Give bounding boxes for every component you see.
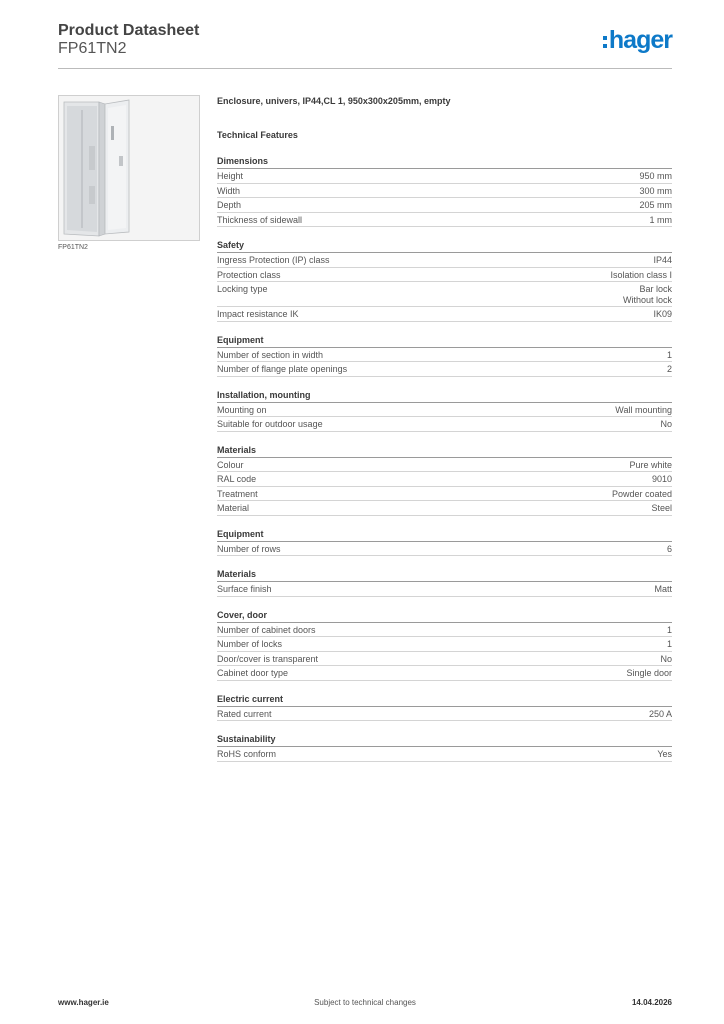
footer-website: www.hager.ie [58,998,109,1007]
feature-value [639,171,672,182]
feature-row [217,362,672,377]
feature-row [217,542,672,557]
page-footer [58,998,672,1012]
feature-value-line: Bar lock [639,284,672,294]
feature-value [654,584,672,595]
feature-label: Protection class [217,269,281,280]
feature-value-line: Isolation class I [610,269,672,280]
feature-row [217,198,672,213]
feature-value-line: 205 mm [639,200,672,210]
image-caption: FP61TN2 [58,244,88,251]
feature-label: RAL code [217,474,257,484]
section-title: Cover, door [217,609,672,623]
feature-value-line: 1 mm [649,214,672,225]
feature-row [217,487,672,502]
section-materials [217,444,672,516]
section-title: Safety [217,239,672,253]
feature-label: Thickness of sidewall [217,214,303,225]
feature-value [649,709,672,720]
feature-value-line: 1 [666,639,672,649]
datasheet-content [217,95,672,774]
feature-value-line: Powder coated [611,488,672,499]
product-code: FP61TN2 [58,40,127,57]
feature-label: Colour [217,459,244,470]
feature-sections [217,155,672,762]
feature-value [653,309,672,320]
product-description: Enclosure, univers, IP44,CL 1, 950x300x205mm, empty [217,96,451,106]
feature-label: Rated current [217,708,272,719]
feature-row [217,184,672,199]
feature-row [217,403,672,418]
feature-row [217,707,672,722]
feature-label: Height [217,171,244,181]
feature-value-line: Yes [657,749,672,759]
section-dimensions [217,155,672,227]
feature-label: Impact resistance IK [217,309,299,319]
feature-value [639,200,672,211]
feature-row [217,623,672,638]
section-equipment [217,334,672,377]
feature-row [217,253,672,268]
feature-value-line: 1 [666,349,672,360]
hager-logo [603,26,672,54]
feature-row [217,213,672,228]
feature-value-line: Without lock [622,295,672,305]
feature-row [217,268,672,283]
section-installation-mounting [217,389,672,432]
feature-value-line: No [660,653,672,664]
feature-value [657,749,672,760]
feature-label: Door/cover is transparent [217,653,319,664]
feature-label: Depth [217,200,242,210]
feature-value-line: 950 mm [639,171,672,181]
feature-value [612,489,672,500]
feature-label: Suitable for outdoor usage [217,419,323,429]
feature-value [660,419,672,430]
feature-row [217,282,672,307]
feature-row [217,637,672,652]
feature-label: Cabinet door type [217,668,289,678]
section-materials [217,568,672,597]
feature-value-line: IP44 [653,255,672,265]
enclosure-picture [59,96,199,240]
feature-value-line: Wall mounting [615,404,672,415]
section-electric-current [217,693,672,722]
feature-value [610,270,672,281]
feature-row [217,307,672,322]
document-title: Product Datasheet [58,22,200,39]
feature-label: RoHS conform [217,749,277,759]
feature-value-line: 300 mm [639,185,672,196]
feature-value-line: 1 [666,624,672,635]
logo-dots-icon [603,36,607,48]
page-header [58,20,672,70]
header-divider [58,68,672,69]
section-title: Equipment [217,334,672,348]
feature-value [667,350,672,361]
feature-value-line: Matt [654,584,672,594]
feature-label: Number of cabinet doors [217,624,316,635]
feature-label: Treatment [217,488,258,499]
feature-label: Ingress Protection (IP) class [217,255,330,265]
feature-value [667,625,672,636]
feature-row [217,417,672,432]
feature-value [650,215,673,226]
section-title: Electric current [217,693,672,707]
feature-label: Number of flange plate openings [217,364,348,374]
feature-row [217,169,672,184]
feature-value [667,639,672,650]
feature-value [615,405,672,416]
feature-row [217,582,672,597]
feature-value [651,503,672,514]
product-image [58,95,200,241]
section-title: Installation, mounting [217,389,672,403]
feature-label: Number of locks [217,639,283,649]
section-title: Materials [217,568,672,582]
feature-value-line: IK09 [653,309,672,319]
feature-label: Number of section in width [217,349,324,360]
feature-value-line: 9010 [651,474,672,484]
feature-row [217,652,672,667]
feature-row [217,501,672,516]
technical-features-heading: Technical Features [217,130,298,140]
feature-value [653,255,672,266]
feature-value-line: 6 [666,543,672,554]
section-cover-door [217,609,672,681]
feature-value-line: Steel [651,503,672,513]
section-sustainability [217,733,672,762]
footer-date: 14.04.2026 [631,998,672,1007]
feature-row [217,458,672,473]
feature-row [217,348,672,363]
feature-value [623,284,672,306]
feature-value [626,668,672,679]
feature-value [667,544,672,555]
feature-label: Surface finish [217,584,272,594]
section-title: Sustainability [217,733,672,747]
feature-label: Width [217,185,241,196]
footer-note: Subject to technical changes [314,998,416,1007]
logo-text: hager [608,26,672,54]
feature-value [652,474,672,485]
feature-label: Locking type [217,284,268,294]
section-title: Dimensions [217,155,672,169]
feature-label: Material [217,503,250,513]
feature-value [667,364,672,375]
section-title: Materials [217,444,672,458]
feature-value-line: No [660,419,672,429]
feature-value [660,654,672,665]
section-safety [217,239,672,322]
feature-value-line: 250 A [648,708,672,719]
feature-row [217,666,672,681]
section-equipment [217,528,672,557]
feature-label: Mounting on [217,404,267,415]
feature-value [629,460,672,471]
feature-row [217,472,672,487]
feature-row [217,747,672,762]
feature-value-line: Single door [626,668,672,678]
feature-value [639,186,672,197]
feature-value-line: 2 [666,364,672,374]
feature-value-line: Pure white [629,459,672,470]
feature-label: Number of rows [217,543,281,554]
section-title: Equipment [217,528,672,542]
